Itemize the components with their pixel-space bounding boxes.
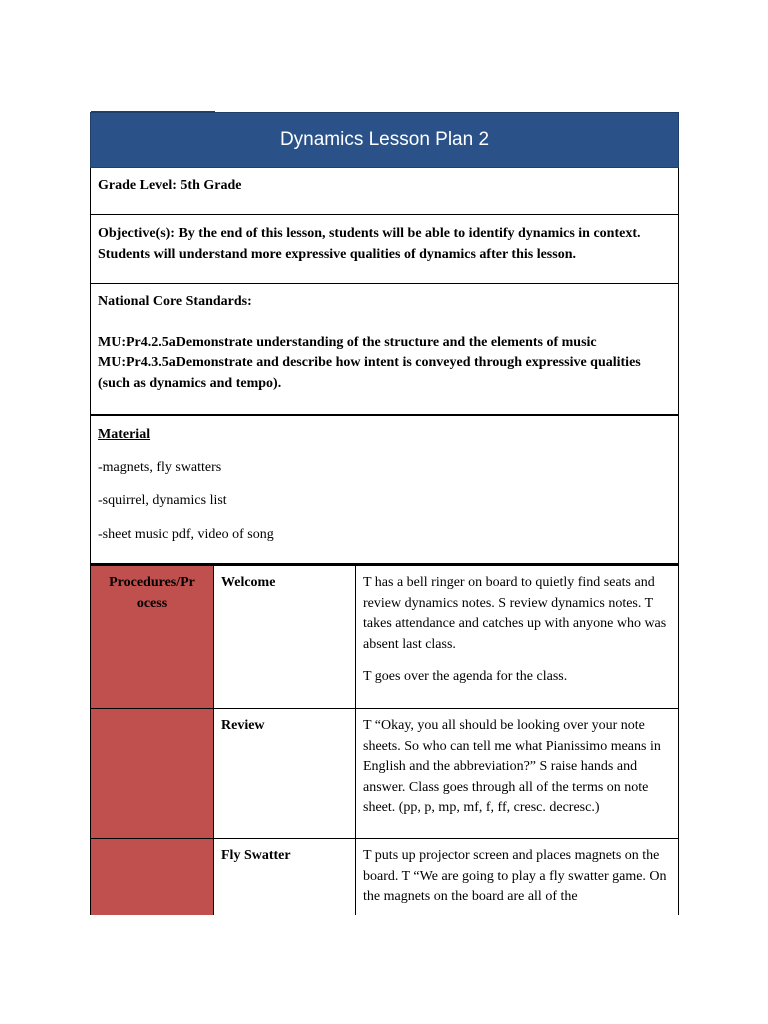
step-name-cell (214, 709, 356, 839)
step-description-cell (356, 566, 679, 709)
material-item: -sheet music pdf, video of song (98, 526, 274, 542)
procedures-label-cell (91, 839, 214, 916)
standards-heading: National Core Standards: (98, 294, 252, 309)
grade-level-row (90, 168, 679, 215)
step-name-cell (214, 566, 356, 709)
procedures-label-cell (91, 709, 214, 839)
grade-level-text: Grade Level: 5th Grade (98, 178, 242, 193)
step-description-cell (356, 839, 679, 916)
step-paragraph: T puts up projector screen and places magnets on the board. T “We are going to play a fly swatter game. On the magnets on the board are all of the (363, 848, 667, 904)
material-row (90, 416, 679, 565)
standard-item: MU:Pr4.2.5aDemonstrate understanding of the structure and the elements of music (98, 334, 597, 350)
objective-text: Objective(s): By the end of this lesson, students will be able to identify dynamics in context. Students will understand more expressive qualities of dynamics after this lesson. (98, 226, 641, 262)
standard-item: MU:Pr4.3.5aDemonstrate and describe how intent is conveyed through expressive qualities (such as dynamics and tempo). (98, 355, 641, 391)
lesson-plan-document (90, 112, 679, 916)
title-bar (90, 112, 679, 168)
step-paragraph: T has a bell ringer on board to quietly find seats and review dynamics notes. S review dynamics notes. T takes attendance and catches up with anyone who was absent last class. (363, 575, 667, 652)
step-name-cell (214, 839, 356, 916)
step-name: Welcome (221, 575, 276, 590)
page-title: Dynamics Lesson Plan 2 (279, 129, 490, 150)
procedures-label-cell (91, 566, 214, 709)
procedures-table (90, 565, 679, 916)
table-row (91, 566, 679, 709)
material-heading: Material (98, 427, 151, 442)
title-bar-accent (91, 111, 215, 113)
page-bottom-margin (0, 915, 768, 1024)
table-row (91, 709, 679, 839)
material-item: -magnets, fly swatters (98, 459, 222, 475)
objective-row (90, 215, 679, 284)
step-name: Review (221, 718, 265, 733)
step-name: Fly Swatter (221, 848, 291, 863)
table-row (91, 839, 679, 916)
step-description-cell (356, 709, 679, 839)
procedures-label: Procedures/Pr ocess (109, 575, 195, 611)
step-paragraph: T “Okay, you all should be looking over your note sheets. So who can tell me what Pianissimo means in English and the abbreviation?” S raise hands and answer. Class goes through all of the terms on note sheet. (pp, p, mp, mf, f, ff, cresc. decresc.) (363, 718, 661, 815)
step-paragraph: T goes over the agenda for the class. (363, 669, 568, 684)
material-item: -squirrel, dynamics list (98, 493, 227, 508)
standards-row (90, 284, 679, 416)
